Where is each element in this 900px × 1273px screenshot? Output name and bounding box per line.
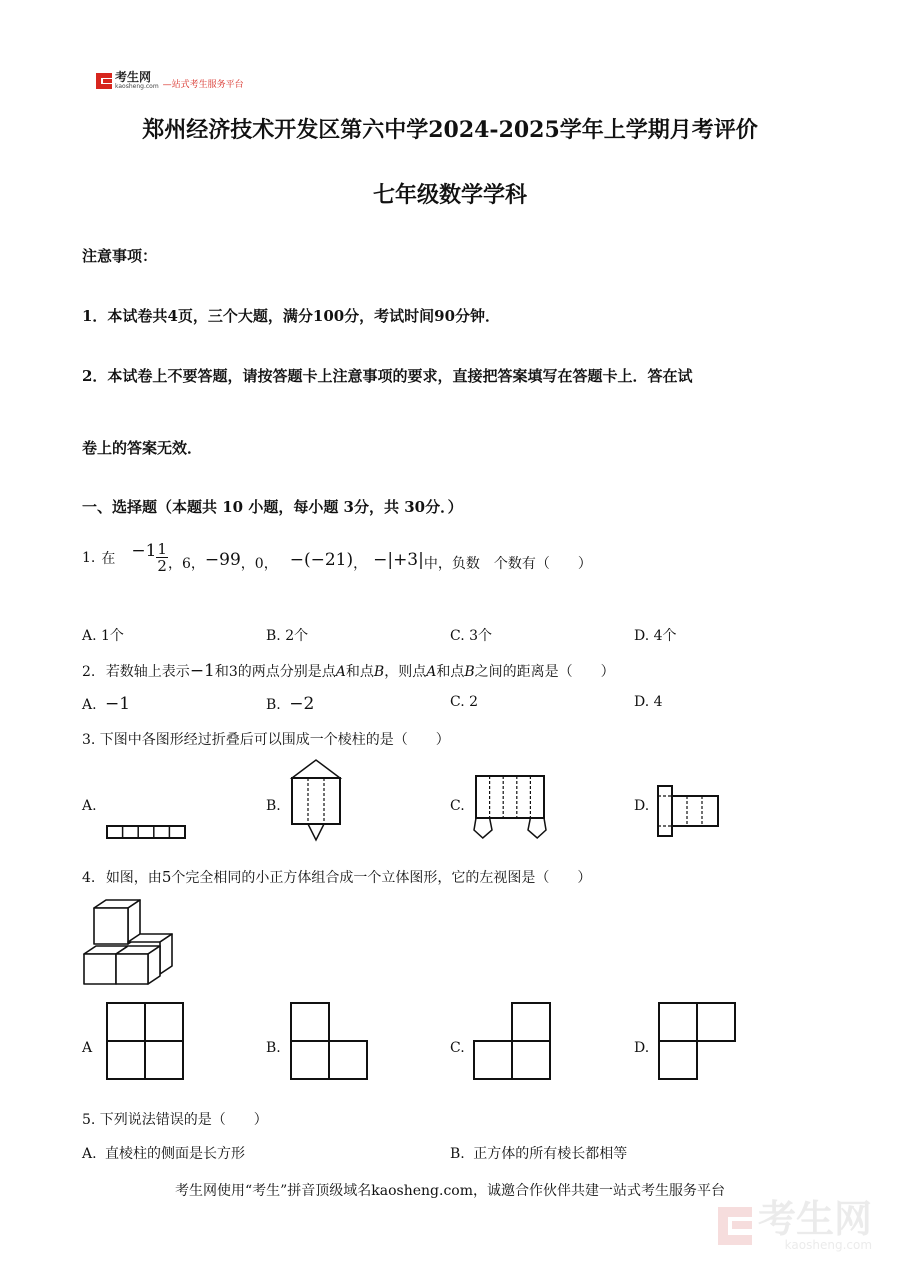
q3-figure-b: [288, 760, 344, 842]
q5-opt-b-text: 正方体的所有棱长都相等: [473, 1146, 628, 1162]
exam-subtitle: 七年级数学学科: [372, 182, 527, 208]
q4-label-b: B.: [266, 1040, 281, 1056]
q2-opt-b-value: −2: [289, 694, 315, 714]
logo-icon: [96, 73, 112, 89]
question-3: 3. 下图中各图形经过折叠后可以围成一个棱柱的是（ ）: [82, 732, 450, 748]
q2-t7: 之间的距离是（ ）: [474, 664, 615, 680]
notice-item-1: 1．本试卷共4页，三个大题，满分100分，考试时间90分钟．: [82, 307, 501, 325]
q1-sep2: ，0，: [240, 555, 278, 572]
q3-label-d: D.: [634, 798, 650, 814]
watermark-domain: kaosheng.com: [784, 1238, 873, 1252]
q2-t6: 和点: [436, 664, 465, 680]
q4-label-c: C.: [450, 1040, 465, 1056]
q1-option-c: C. 3个: [450, 628, 493, 644]
q1-frac-num: 1: [157, 540, 167, 558]
q3-label-a: A.: [82, 798, 97, 814]
q2-t5: ，则点: [384, 664, 427, 680]
exam-title: 郑州经济技术开发区第六中学2024-2025学年上学期月考评价: [142, 117, 758, 143]
q2-number: 2.: [82, 664, 96, 680]
q2-t2: 和: [214, 664, 229, 680]
q3-figure-d: [656, 784, 722, 840]
q5-option-a: [82, 1143, 245, 1163]
q1-m21: −(−21): [289, 549, 354, 570]
q3-label-b: B.: [266, 798, 281, 814]
q5-opt-b-label: B.: [450, 1146, 465, 1162]
watermark: [718, 1197, 873, 1252]
q2-t4: 和点: [345, 664, 374, 680]
q4-cubes-figure: [82, 898, 174, 988]
q2-option-c: C. 2: [450, 694, 479, 710]
question-4: [82, 867, 591, 887]
question-1: [82, 541, 592, 574]
q1-option-d: D. 4个: [634, 628, 677, 644]
q2-point-b2: B: [464, 664, 475, 680]
q5-option-b: [450, 1143, 627, 1163]
q2-v1: −1: [189, 661, 215, 681]
q2-v2: 3: [228, 664, 238, 680]
q5-opt-a-text: 直棱柱的侧面是长方形: [105, 1146, 246, 1162]
q3-figure-c: [472, 774, 548, 842]
page-footer: 考生网使用“考生”拼音顶级域名kaosheng.com，诚邀合作伙伴共建一站式考生服务平台: [174, 1183, 726, 1199]
q2-point-a: A: [335, 664, 346, 680]
q4-option-a-figure: [106, 1002, 186, 1082]
q2-point-a2: A: [426, 664, 437, 680]
logo-name: 考生网: [115, 70, 152, 84]
q4-number: 4.: [82, 870, 96, 886]
logo-domain: kaosheng.com: [115, 83, 159, 90]
q1-pre: 在: [101, 550, 116, 567]
q3-label-c: C.: [450, 798, 465, 814]
q1-fraction: [156, 541, 168, 574]
notice-item-2: 2．本试卷上不要答题，请按答题卡上注意事项的要求，直接把答案填写在答题卡上．答在试: [82, 367, 693, 385]
q4-label-d: D.: [634, 1040, 650, 1056]
watermark-logo-icon: [718, 1207, 752, 1245]
q2-opt-a-label: A.: [82, 697, 97, 713]
q1-m99: −99: [204, 549, 241, 570]
q1-post: 中，负数 个数有（ ）: [423, 555, 592, 572]
q1-sep3: ，: [353, 555, 368, 572]
section-heading: 一、选择题（本题共 10 小题，每小题 3分，共 30分．）: [82, 498, 463, 516]
q1-sep1: ，6，: [167, 555, 205, 572]
q1-number: 1.: [82, 549, 96, 566]
q4-count: 5: [161, 868, 172, 886]
q2-point-b: B: [373, 664, 385, 680]
q2-option-d: D. 4: [634, 694, 663, 710]
q4-option-b-figure: [290, 1002, 370, 1082]
q2-option-a: [82, 694, 130, 714]
logo-slogan: —站式考生服务平台: [162, 80, 244, 90]
q3-figure-a: [106, 824, 188, 840]
question-5: 5. 下列说法错误的是（ ）: [82, 1112, 268, 1128]
q4-option-d-figure: [658, 1002, 738, 1082]
q2-t1: 若数轴上表示: [105, 664, 190, 680]
q4-option-c-figure: [473, 1002, 553, 1082]
q2-opt-b-label: B.: [266, 697, 281, 713]
q4-label-a: A: [82, 1040, 93, 1056]
q1-neg-one: −1: [131, 540, 157, 561]
header-logo: [96, 72, 244, 90]
q1-option-b: B. 2个: [266, 628, 309, 644]
q4-t2: 个完全相同的小正方体组合成一个立体图形，它的左视图是（ ）: [171, 870, 592, 886]
q1-option-a: A. 1个: [82, 628, 124, 644]
notice-heading: 注意事项：: [82, 247, 158, 265]
q4-t1: 如图，由: [105, 870, 162, 886]
q1-abs3: −|+3|: [373, 549, 424, 570]
q2-opt-a-value: −1: [105, 694, 131, 714]
q2-t3: 的两点分别是点: [237, 664, 336, 680]
q2-option-b: [266, 694, 314, 714]
q1-frac-den: 2: [157, 557, 167, 575]
notice-item-2-cont: 卷上的答案无效．: [82, 439, 203, 457]
question-2: [82, 661, 615, 681]
q5-opt-a-label: A.: [82, 1146, 97, 1162]
watermark-text: 考生网: [758, 1197, 873, 1241]
